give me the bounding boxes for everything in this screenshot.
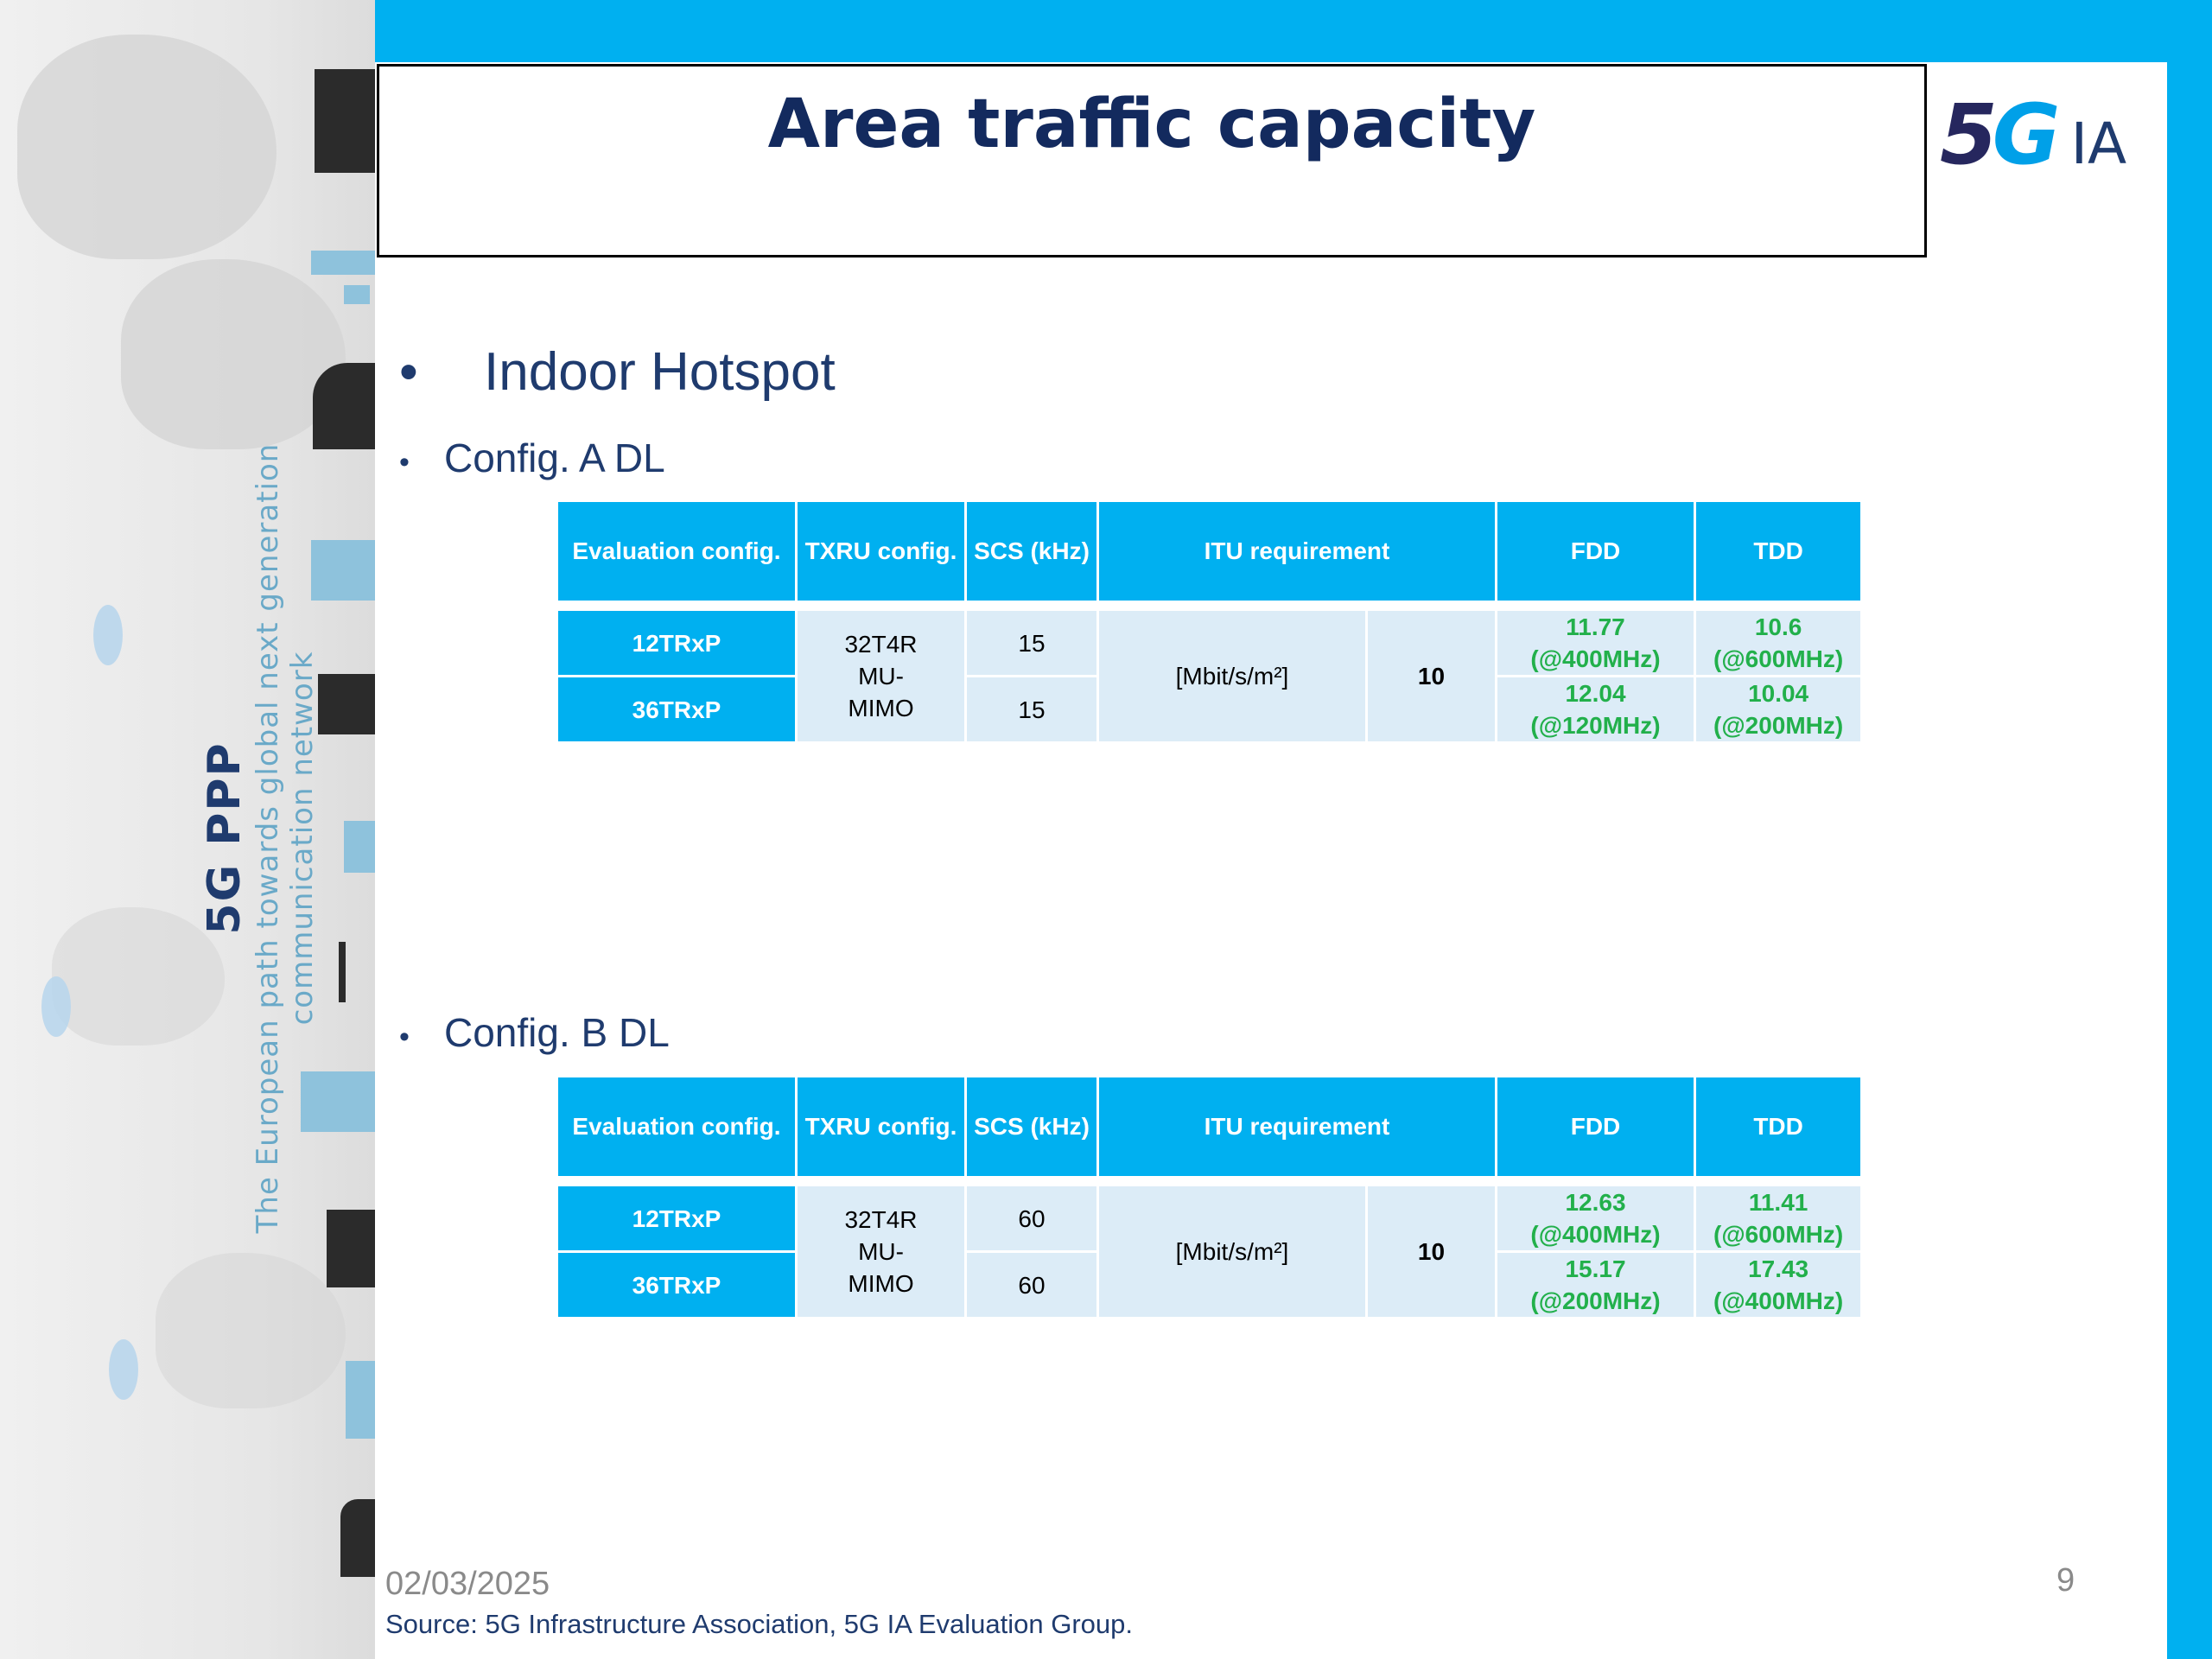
- header-itu-requirement: ITU requirement: [1099, 502, 1495, 601]
- itu-value-cell: 10: [1368, 1186, 1495, 1317]
- fdd-value-cell: 15.17 (@200MHz): [1497, 1253, 1694, 1317]
- sidebar-subtitle-line2: communication network: [285, 651, 320, 1026]
- config-b-table: [556, 1075, 1863, 1319]
- fdd-value-cell: 12.63 (@400MHz): [1497, 1186, 1694, 1250]
- sidebar-title: 5G PPP: [199, 741, 251, 935]
- scs-cell: 15: [967, 677, 1096, 741]
- sidebar-rotated-text: [199, 320, 320, 1357]
- bullet-glyph: •: [399, 1020, 410, 1053]
- scs-cell: 60: [967, 1186, 1096, 1250]
- header-scs: SCS (kHz): [967, 1077, 1096, 1176]
- building-silhouette: [315, 69, 375, 173]
- building-glass: [311, 540, 375, 601]
- top-accent-bar: [375, 0, 2167, 62]
- 5gia-logo: [1940, 86, 2126, 183]
- building-glass: [311, 251, 375, 275]
- tdd-value-cell: 10.04 (@200MHz): [1696, 677, 1860, 741]
- building-glass: [344, 821, 375, 873]
- tower-silhouette: [318, 674, 375, 734]
- eval-config-cell: 36TRxP: [558, 677, 795, 741]
- itu-value-cell: 10: [1368, 611, 1495, 741]
- eval-config-cell: 36TRxP: [558, 1253, 795, 1317]
- table-header-row: [558, 1077, 1860, 1176]
- bullet-glyph: •: [399, 446, 410, 479]
- eiffel-silhouette: [339, 942, 346, 1002]
- fdd-value-cell: 12.04 (@120MHz): [1497, 677, 1694, 741]
- bullet-config-b: [399, 1009, 670, 1056]
- txru-cell: 32T4R MU-MIMO: [798, 611, 964, 741]
- logo-g: G: [1992, 86, 2056, 183]
- title-box: [377, 64, 1927, 257]
- header-txru-config: TXRU config.: [798, 1077, 964, 1176]
- header-tdd: TDD: [1696, 1077, 1860, 1176]
- cloud-icon: [41, 976, 71, 1037]
- table-row: [558, 611, 1860, 675]
- header-fdd: FDD: [1497, 502, 1694, 601]
- bullet-glyph: •: [399, 342, 418, 402]
- header-scs: SCS (kHz): [967, 502, 1096, 601]
- logo-5g-mark: [1940, 86, 2056, 183]
- gate-silhouette: [327, 1210, 375, 1287]
- eval-config-cell: 12TRxP: [558, 1186, 795, 1250]
- building-glass: [346, 1361, 375, 1439]
- header-eval-config: Evaluation config.: [558, 1077, 795, 1176]
- page-number: 9: [2056, 1562, 2075, 1599]
- right-accent-bar: [2167, 0, 2212, 1659]
- tdd-value-cell: 10.6 (@600MHz): [1696, 611, 1860, 675]
- header-tdd: TDD: [1696, 502, 1860, 601]
- bullet-indoor-hotspot: [399, 341, 836, 403]
- itu-unit-cell: [Mbit/s/m²]: [1099, 1186, 1365, 1317]
- header-txru-config: TXRU config.: [798, 502, 964, 601]
- bullet-main-text: Indoor Hotspot: [484, 342, 836, 402]
- fdd-value-cell: 11.77 (@400MHz): [1497, 611, 1694, 675]
- dome-silhouette: [313, 363, 375, 449]
- building-glass: [344, 285, 370, 304]
- scs-cell: 15: [967, 611, 1096, 675]
- cloud-icon: [109, 1339, 138, 1400]
- decorative-sidebar: [0, 0, 375, 1659]
- map-shape: [17, 35, 276, 259]
- bullet-config-a: [399, 435, 665, 481]
- sidebar-subtitle-line1: The European path towards global next generation: [251, 442, 285, 1234]
- header-itu-requirement: ITU requirement: [1099, 1077, 1495, 1176]
- table-row: [558, 1186, 1860, 1250]
- itu-unit-cell: [Mbit/s/m²]: [1099, 611, 1365, 741]
- tdd-value-cell: 11.41 (@600MHz): [1696, 1186, 1860, 1250]
- slide-title: Area traffic capacity: [767, 86, 1536, 163]
- logo-ia-text: IA: [2070, 111, 2127, 177]
- eval-config-cell: 12TRxP: [558, 611, 795, 675]
- header-eval-config: Evaluation config.: [558, 502, 795, 601]
- footer-source: Source: 5G Infrastructure Association, 5G IA Evaluation Group.: [385, 1609, 1134, 1639]
- scs-cell: 60: [967, 1253, 1096, 1317]
- footer-date: 02/03/2025: [385, 1566, 550, 1602]
- colosseum-silhouette: [340, 1499, 375, 1577]
- logo-five: 5: [1940, 86, 1993, 183]
- config-b-label: Config. B DL: [444, 1010, 670, 1055]
- header-fdd: FDD: [1497, 1077, 1694, 1176]
- table-header-row: [558, 502, 1860, 601]
- cloud-icon: [93, 605, 123, 665]
- config-a-label: Config. A DL: [444, 435, 665, 480]
- config-a-table: [556, 499, 1863, 744]
- txru-cell: 32T4R MU-MIMO: [798, 1186, 964, 1317]
- tdd-value-cell: 17.43 (@400MHz): [1696, 1253, 1860, 1317]
